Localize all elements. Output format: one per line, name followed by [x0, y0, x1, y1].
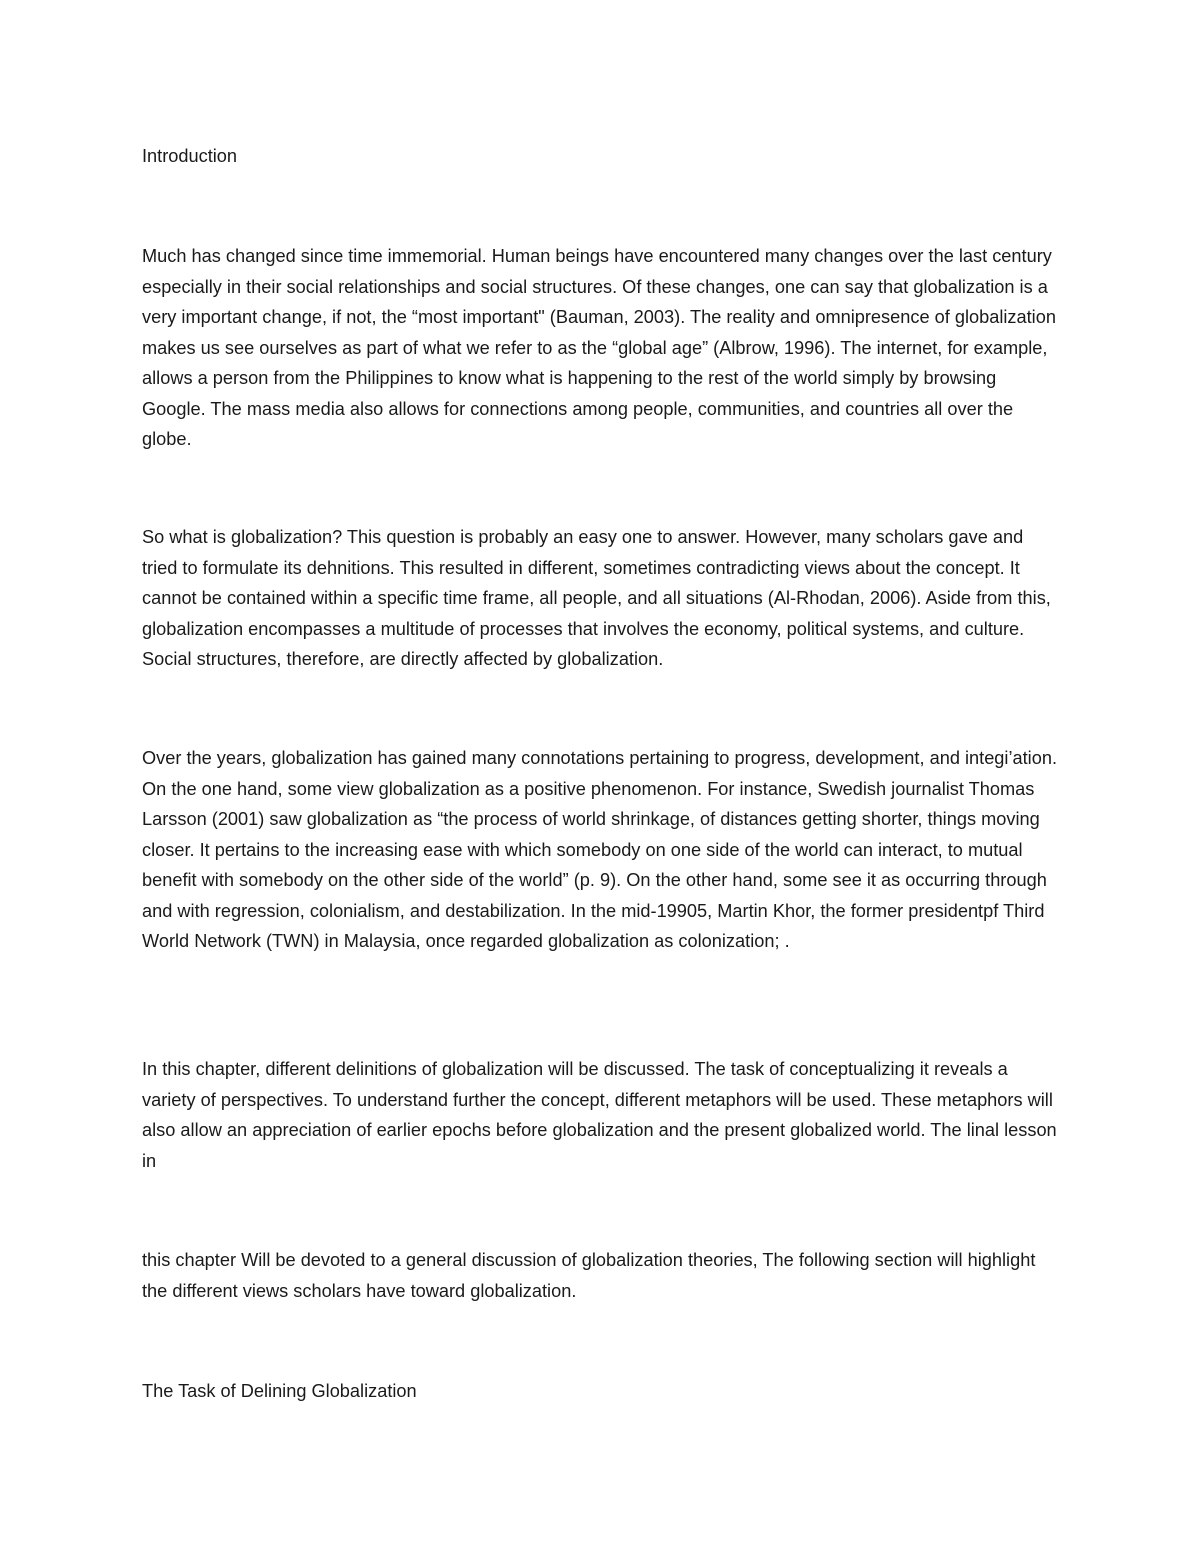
paragraph-5: this chapter Will be devoted to a general discussion of globalization theories, The following section will highlight the different views scholars have toward globalization. — [142, 1250, 1036, 1301]
paragraph-1: Much has changed since time immemorial. Human beings have encountered many changes over the last century especially in their social relationships and social structures. Of these changes, one can say that globalization is a very important change, if not, the “most important" (Bauman, 2003). The reality and omnipresence of globalization makes us see ourselves as part of what we refer to as the “global age” (Albrow, 1996). The internet, for example, allows a person from the Philippines to know what is happening to the rest of the world simply by browsing Google. The mass media also allows for connections among people, communities, and countries all over the globe. — [142, 246, 1056, 449]
paragraph-3: Over the years, globalization has gained many connotations pertaining to progress, development, and integi’ation. On the one hand, some view globalization as a positive phenomenon. For instance, Swedish journalist Thomas Larsson (2001) saw globalization as “the process of world shrinkage, of distances getting shorter, things moving closer. It pertains to the increasing ease with which somebody on one side of the world can interact, to mutual benefit with somebody on the other side of the world” (p. 9). On the other hand, some see it as occurring through and with regression, colonialism, and destabilization. In the mid-19905, Martin Khor, the former presidentpf Third World Network (TWN) in Malaysia, once regarded globalization as colonization; . — [142, 748, 1057, 951]
section-heading-introduction: Introduction — [142, 146, 238, 166]
paragraph-4: In this chapter, different delinitions of globalization will be discussed. The task of conceptualizing it reveals a variety of perspectives. To understand further the concept, different metaphors will be used. These metaphors will also allow an appreciation of earlier epochs before globalization and the present globalized world. The linal lesson in — [142, 1059, 1057, 1171]
paragraph-2: So what is globalization? This question is probably an easy one to answer. However, many scholars gave and tried to formulate its dehnitions. This resulted in different, sometimes contradicting views about the concept. It cannot be contained within a specific time frame, all people, and all situations (Al-Rhodan, 2006). Aside from this, globalization encompasses a multitude of processes that involves the economy, political systems, and culture. Social structures, therefore, are directly affected by globalization. — [142, 527, 1051, 669]
section-heading-task: The Task of Delining Globalization — [142, 1381, 417, 1401]
